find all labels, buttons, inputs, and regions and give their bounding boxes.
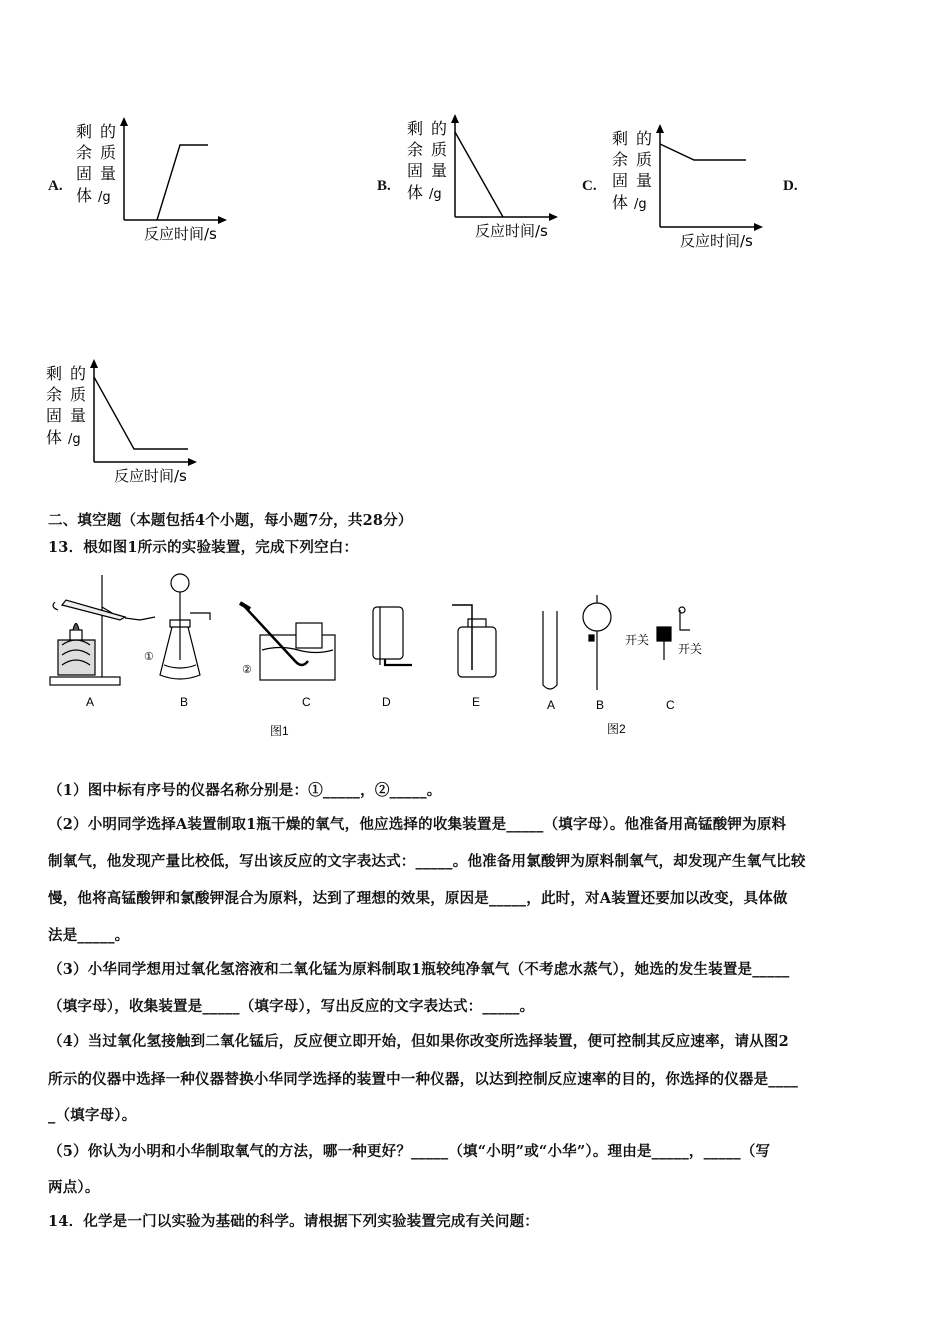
xlabel: 反应时间/s [475,222,548,240]
fig1-label-e: E [472,695,481,709]
q13-part4-line1: （4）当过氧化氢接触到二氧化锰后，反应便立即开始，但如果你改变所选择装置，便可控制其反应速率，请从图2 [48,1033,789,1050]
apparatus-c-trough [240,603,335,680]
ylabel-char: 的 [431,119,448,138]
ylabel-char: 剩 [407,119,424,138]
ylabel-char: 体 [76,186,93,205]
graph-option-c [608,122,773,252]
ylabel-char: 的 [100,122,117,141]
marker-1: ① [144,651,154,663]
option-letter-d: D. [783,178,798,194]
apparatus-d-bottle [373,607,412,665]
apparatus-b-flask [160,574,210,679]
ylabel-char: 余 [76,143,93,162]
ylabel-char: 体 [46,428,63,447]
fig2-caption: 图2 [607,722,626,736]
marker-2: ② [242,664,252,676]
section-heading: 二、填空题（本题包括4个小题，每小题7分，共28分） [48,512,413,529]
ylabel-unit: /g [429,187,442,202]
ylabel-char: 剩 [76,122,93,141]
ylabel-char: 固 [612,171,629,190]
ylabel-char: 质 [431,140,448,159]
ylabel-char: 量 [100,164,117,183]
ylabel-char: 体 [612,193,629,212]
q13-part5-line1: （5）你认为小明和小华制取氧气的方法，哪一种更好？_____（填“小明”或“小华”）。理由是_____，_____（写 [48,1143,771,1160]
fig1-label-a: A [86,695,95,709]
ylabel-char: 余 [407,140,424,159]
option-letter-b: B. [377,178,391,194]
option-letter-c: C. [582,178,597,194]
q13-part3-line1: （3）小华同学想用过氧化氢溶液和二氧化锰为原料制取1瓶较纯净氧气（不考虑水蒸气），她选的发生装置是_____ [48,961,790,978]
fig2-label-b: B [596,698,605,712]
q13-part4-line3: _（填字母）。 [48,1107,137,1124]
ylabel-char: 剩 [612,129,629,148]
ylabel-unit: /g [634,197,647,212]
question-13-stem: 13．根如图1所示的实验装置，完成下列空白： [48,539,359,556]
fig1-caption: 图1 [270,724,289,738]
q13-part5-line2: 两点）。 [48,1179,100,1196]
fig1-label-b: B [180,695,189,709]
apparatus-a-heating-tube [50,575,155,685]
q13-part2-line2: 制氧气，他发现产量比校低，写出该反应的文字表达式：_____。他准备用氯酸钾为原料制氧气，却发现产生氧气比较 [48,853,806,870]
ylabel-unit: /g [98,190,111,205]
graph-option-d [42,357,207,487]
ylabel-char: 量 [431,161,448,180]
ylabel-char: 固 [76,164,93,183]
ylabel-char: 质 [70,385,87,404]
ylabel-char: 的 [70,364,87,383]
q13-part4-line2: 所示的仪器中选择一种仪器替换小华同学选择的装置中一种仪器，以达到控制反应速率的目的，你选择的仪器是____ [48,1071,799,1088]
ylabel-char: 余 [46,385,63,404]
q13-part3-line2: （填字母），收集装置是_____（填字母），写出反应的文字表达式：_____。 [48,998,535,1015]
fig2-label-c: C [666,698,675,712]
q13-part2-line1: （2）小明同学选择A装置制取1瓶干燥的氧气，他应选择的收集装置是_____（填字母）。他准备用高锰酸钾为原料 [48,816,787,833]
ylabel-char: 的 [636,129,653,148]
graph-option-a [72,115,237,245]
apparatus-e-bottle [452,605,496,677]
q13-part2-line4: 法是_____。 [48,927,130,944]
ylabel-char: 体 [407,183,424,202]
switch-label-b: 开关 [625,633,650,647]
fig1-label-c: C [302,695,311,709]
fig1-label-d: D [382,695,391,709]
ylabel-char: 固 [407,161,424,180]
graph-option-b [403,112,568,242]
apparatus-fig2-a-tube [543,611,557,689]
option-letter-a: A. [48,178,63,194]
apparatus-figure [40,565,740,745]
ylabel-char: 量 [70,406,87,425]
xlabel: 反应时间/s [114,467,187,485]
xlabel: 反应时间/s [680,232,753,250]
apparatus-fig2-b-funnel [583,595,611,690]
xlabel: 反应时间/s [144,225,217,243]
ylabel-char: 质 [100,143,117,162]
ylabel-char: 余 [612,150,629,169]
q13-part2-line3: 慢，他将高锰酸钾和氯酸钾混合为原料，达到了理想的效果，原因是_____，此时，对A装置还要加以改变，具体做 [48,890,788,907]
ylabel-char: 固 [46,406,63,425]
ylabel-char: 剩 [46,364,63,383]
q13-part1: （1）图中标有序号的仪器名称分别是：①_____，②_____。 [48,782,442,799]
ylabel-char: 质 [636,150,653,169]
fig2-label-a: A [547,698,556,712]
ylabel-unit: /g [68,432,81,447]
switch-label-c: 开关 [678,642,703,656]
ylabel-char: 量 [636,171,653,190]
question-14-stem: 14．化学是一门以实验为基础的科学。请根据下列实验装置完成有关问题： [48,1213,539,1230]
